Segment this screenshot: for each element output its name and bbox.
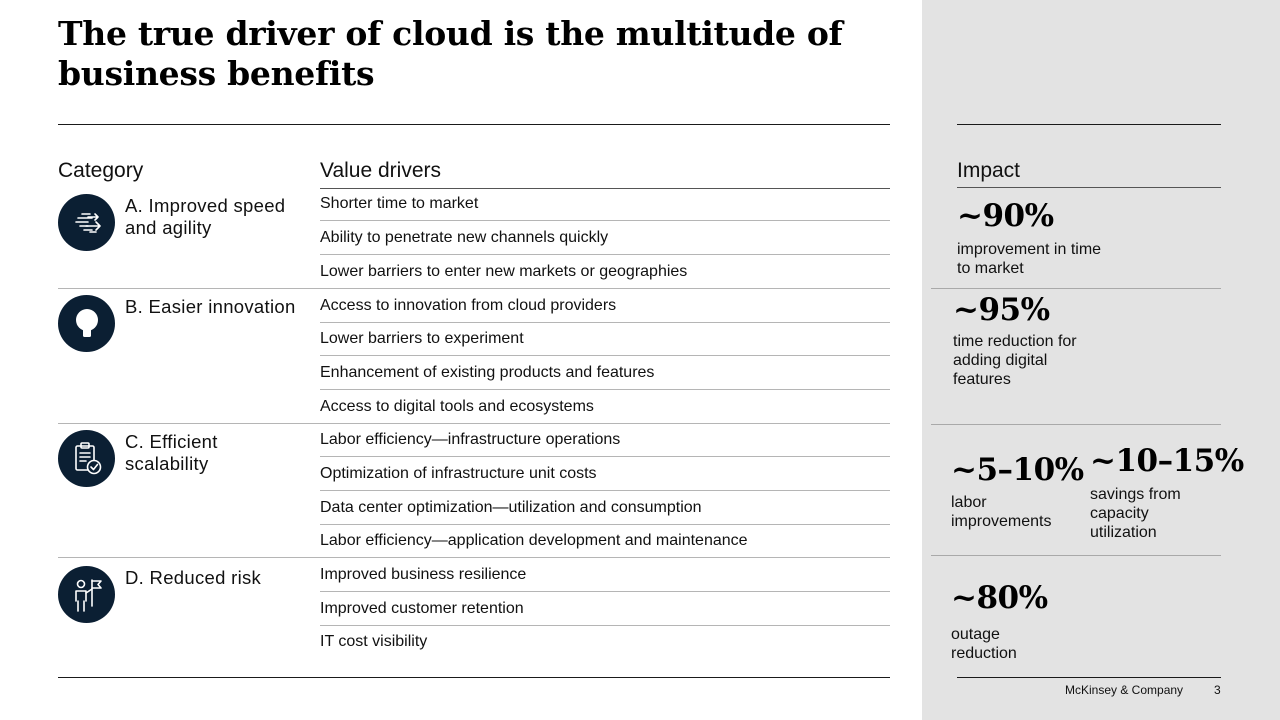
- row-divider: [320, 490, 890, 491]
- person-flag-icon: [58, 566, 115, 623]
- driver-item: Ability to penetrate new channels quickly: [320, 229, 609, 246]
- table-bottom-divider: [58, 677, 890, 678]
- driver-item: Improved customer retention: [320, 600, 524, 617]
- impact-header: Impact: [957, 159, 1021, 182]
- driver-item: Access to innovation from cloud providers: [320, 297, 617, 314]
- impact-description: labor improvements: [951, 494, 1052, 530]
- impact-value: ~90%: [957, 198, 1054, 234]
- page-title: The true driver of cloud is the multitude of business benefits: [58, 14, 843, 93]
- impact-header-divider: [957, 187, 1221, 188]
- speed-arrows-icon: [58, 194, 115, 251]
- clipboard-check-icon: [58, 430, 115, 487]
- row-divider: [320, 625, 890, 626]
- value-drivers-header: Value drivers: [320, 159, 441, 182]
- driver-item: Improved business resilience: [320, 566, 527, 583]
- driver-item: Optimization of infrastructure unit costs: [320, 465, 597, 482]
- impact-value: ~10–15%: [1090, 443, 1244, 479]
- row-divider: [320, 456, 890, 457]
- row-divider: [320, 254, 890, 255]
- group-divider: [58, 423, 890, 424]
- impact-value: ~5–10%: [951, 452, 1084, 488]
- footer-company: McKinsey & Company: [1065, 683, 1184, 697]
- header-divider: [320, 188, 890, 189]
- category-label-d: D. Reduced risk: [125, 567, 262, 588]
- driver-item: IT cost visibility: [320, 633, 428, 650]
- impact-description: savings from capacity utilization: [1090, 486, 1181, 541]
- category-label-a: A. Improved speed and agility: [125, 195, 286, 238]
- category-label-c: C. Efficient scalability: [125, 431, 218, 474]
- impact-value: ~95%: [953, 292, 1050, 328]
- impact-description: improvement in time to market: [957, 241, 1102, 277]
- row-divider: [320, 220, 890, 221]
- row-divider: [320, 355, 890, 356]
- impact-divider: [931, 555, 1221, 556]
- driver-item: Lower barriers to enter new markets or geographies: [320, 263, 688, 280]
- category-label-b: B. Easier innovation: [125, 296, 296, 317]
- row-divider: [320, 322, 890, 323]
- driver-item: Enhancement of existing products and features: [320, 364, 655, 381]
- group-divider: [58, 288, 890, 289]
- impact-divider: [931, 424, 1221, 425]
- impact-description: time reduction for adding digital features: [953, 333, 1077, 388]
- lightbulb-icon: [58, 295, 115, 352]
- impact-value: ~80%: [951, 580, 1048, 616]
- category-header: Category: [58, 159, 144, 182]
- driver-item: Labor efficiency—infrastructure operations: [320, 431, 621, 448]
- row-divider: [320, 591, 890, 592]
- row-divider: [320, 389, 890, 390]
- impact-bottom-divider: [957, 677, 1221, 678]
- title-divider: [58, 124, 890, 125]
- impact-description: outage reduction: [951, 626, 1017, 662]
- driver-item: Shorter time to market: [320, 195, 479, 212]
- driver-item: Labor efficiency—application development and maintenance: [320, 532, 748, 549]
- row-divider: [320, 524, 890, 525]
- driver-item: Data center optimization—utilization and consumption: [320, 499, 702, 516]
- impact-top-divider: [957, 124, 1221, 125]
- group-divider: [58, 557, 890, 558]
- impact-divider: [931, 288, 1221, 289]
- driver-item: Access to digital tools and ecosystems: [320, 398, 594, 415]
- driver-item: Lower barriers to experiment: [320, 330, 524, 347]
- footer-page-number: 3: [1214, 683, 1221, 697]
